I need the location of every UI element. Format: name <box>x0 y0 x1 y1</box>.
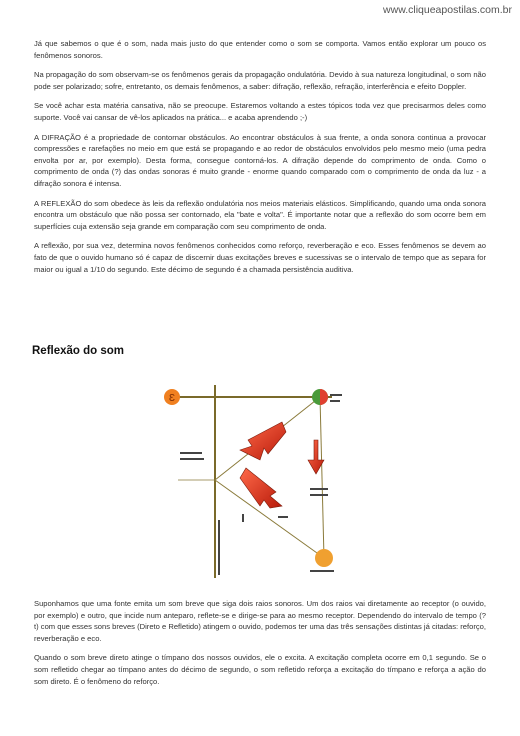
paragraph: Na propagação do som observam-se os fenômenos gerais da propagação ondulatória. Devido à sua natureza longitudinal, o som não pode ser polarizado; sofre, entretanto, os demais fenômenos, a saber: difração, reflexão, refração, interferência e efeito Doppler. <box>34 70 486 91</box>
paragraph-difracao: A DIFRAÇÃO é a propriedade de contornar obstáculos. Ao encontrar obstáculos à sua frente, a onda sonora continua a provocar compressões e rarefações no meio em que está se propagando e ao redor de obstáculos envolvidos pelo mesmo meio (uma pedra envolta por ar, por exemplo). Desta forma, consegue contorná-los. A difração depende do comprimento de onda. Como o comprimento de onda (?) das ondas sonoras é muito grande - enorme quando comparado com o comprimento de onda da luz - a difração sonora é intensa. <box>34 132 486 188</box>
reflection-diagram <box>160 380 360 580</box>
explanation-text <box>34 598 486 695</box>
paragraph: Quando o som breve direto atinge o tímpano dos nossos ouvidos, ele o excita. A excitação completa ocorre em 0,1 segundo. Se o som refletido chegar ao tímpano antes do décimo de segundo, o som refletido reforça a excitação do tímpano e reforça a ação do som direto. É o fenômeno do reforço. <box>34 653 486 686</box>
paragraph-reforco: A reflexão, por sua vez, determina novos fenômenos conhecidos como reforço, reverberação e eco. Esses fenômenos se devem ao fato de que o ouvido humano só é capaz de discernir duas excitações breves e sucessivas se o intervalo de tempo que as separa for maior ou igual a 1/10 do segundo. Este décimo de segundo é a chamada persistência auditiva. <box>34 241 486 274</box>
intro-text <box>34 38 486 283</box>
ray-direct <box>320 397 324 558</box>
site-url: www.cliqueapostilas.com.br <box>383 4 512 16</box>
paragraph-reflexao: A REFLEXÃO do som obedece às leis da reflexão ondulatória nos meios materiais elásticos. Simplificando, quando uma onda sonora encontra um obstáculo que não possa ser contornado, ela "bate e volta". É importante notar que a reflexão do som ocorre bem em superfícies cuja extensão seja grande em comparação com seu comprimento de onda. <box>34 198 486 231</box>
paragraph: Se você achar esta matéria cansativa, não se preocupe. Estaremos voltando a estes tópicos toda vez que precisarmos deles como suporte. Você vai cansar de vê-los aplicados na prática... e acaba aprendendo ;-) <box>34 101 486 122</box>
paragraph: Já que sabemos o que é o som, nada mais justo do que entender como o som se comporta. Vamos então explorar um pouco os fenômenos sonoros. <box>34 39 486 60</box>
ear-glyph: Ɛ <box>169 393 176 404</box>
paragraph: Suponhamos que uma fonte emita um som breve que siga dois raios sonoros. Um dos raios vai diretamente ao receptor (o ouvido, por exemplo) e outro, que incide num anteparo, reflete-se e dirige-se para ao mesmo receptor. Dependendo do intervalo de tempo (?t) com que esses sons breves (Direto e Refletido) atingem o ouvido, podemos ter uma das três sensações distintas já citadas: reforço, reverberação e eco. <box>34 599 486 643</box>
section-title: Reflexão do som <box>32 345 125 357</box>
receiver-symbol <box>315 549 333 567</box>
